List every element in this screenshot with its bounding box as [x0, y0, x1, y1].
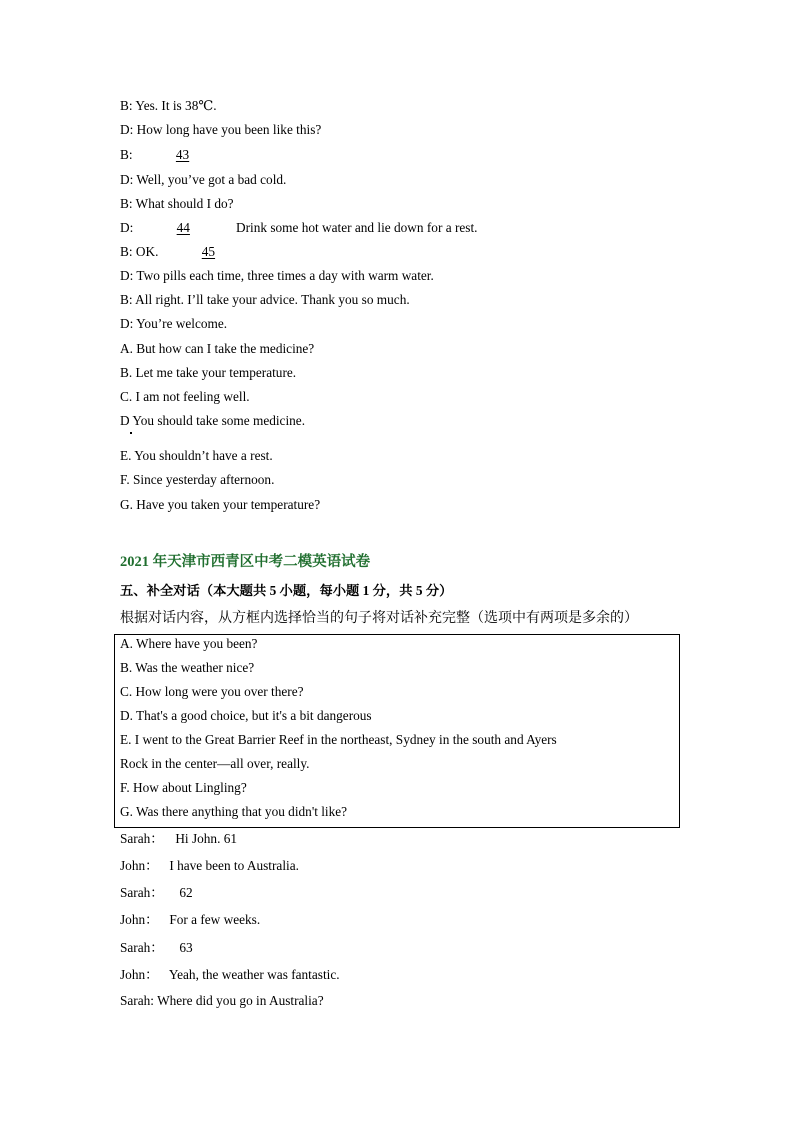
line-text: Yeah, the weather was fantastic. [168, 967, 340, 982]
speaker: Sarah: [120, 993, 154, 1008]
line-text: Yes. It is 38℃. [135, 98, 217, 113]
speaker: B: [120, 196, 133, 211]
line-text: You’re welcome. [136, 316, 228, 331]
speaker: D: [120, 220, 134, 235]
option-item: F. Since yesterday afternoon. [120, 472, 275, 487]
dialogue-line [120, 292, 410, 308]
line-text: 62 [179, 885, 193, 900]
speaker: John： [120, 912, 159, 927]
answer-blank-44[interactable]: 44 [176, 220, 190, 235]
option-item: G. Was there anything that you didn't like? [120, 804, 348, 819]
instruction: 根据对话内容，从方框内选择恰当的句子将对话补充完整（选项中有两项是多余的） [120, 611, 638, 626]
speaker: B: [120, 147, 133, 162]
line-text: I have been to Australia. [169, 858, 299, 873]
option-item: F. How about Lingling? [120, 780, 247, 795]
dialogue-line [120, 172, 286, 188]
dialogue-line [120, 220, 477, 236]
option-item: A. But how can I take the medicine? [120, 341, 315, 356]
speaker: D: [120, 122, 134, 137]
option-item: B. Let me take your temperature. [120, 365, 297, 380]
dialogue-line [120, 940, 299, 956]
line-text: What should I do? [135, 196, 234, 211]
answer-blank-43[interactable]: 43 [175, 147, 190, 162]
option-item-continued: Rock in the center—all over, really. [120, 756, 310, 771]
dialogue-line [120, 967, 340, 983]
dialogue-line [120, 244, 258, 260]
dialogue-line [120, 196, 234, 212]
speaker: B: [120, 244, 133, 259]
line-text: Hi John. 61 [175, 831, 238, 846]
speaker: John： [120, 967, 159, 982]
speaker: John： [120, 858, 159, 873]
option-item: G. Have you taken your temperature? [120, 497, 321, 512]
speaker: D: [120, 268, 134, 283]
dialogue-line [120, 316, 227, 332]
option-item: C. I am not feeling well. [120, 389, 250, 404]
answer-blank-45[interactable]: 45 [201, 244, 216, 259]
option-item: E. You shouldn’t have a rest. [120, 448, 273, 463]
option-item: E. I went to the Great Barrier Reef in the northeast, Sydney in the south and Ayers [120, 732, 557, 747]
line-text: How long have you been like this? [136, 122, 322, 137]
line-text: All right. I’ll take your advice. Thank you so much. [135, 292, 410, 307]
dialogue-line [120, 993, 324, 1009]
option-item: D You should take some medicine. [120, 413, 306, 428]
speaker: Sarah： [120, 940, 164, 955]
line-text: OK. [135, 244, 159, 259]
dialogue-line [120, 858, 299, 874]
speaker: B: [120, 98, 133, 113]
dialogue-line [120, 122, 321, 138]
line-text: Well, you’ve got a bad cold. [136, 172, 287, 187]
exam-title: 2021 年天津市西青区中考二模英语试卷 [120, 554, 371, 570]
speaker: D: [120, 172, 134, 187]
section-title: 五、补全对话（本大题共 5 小题，每小题 1 分，共 5 分） [120, 583, 453, 598]
speaker: Sarah： [120, 831, 164, 846]
line-text: 63 [179, 940, 193, 955]
option-item: B. Was the weather nice? [120, 660, 255, 675]
line-text: Where did you go in Australia? [157, 993, 324, 1008]
dialogue-line [120, 98, 217, 114]
stray-dot [130, 432, 132, 434]
dialogue-line [120, 831, 329, 847]
dialogue-line [120, 147, 232, 163]
dialogue-line [120, 268, 434, 284]
option-item: D. That's a good choice, but it's a bit dangerous [120, 708, 372, 723]
dialogue-line [120, 912, 260, 928]
speaker: D: [120, 316, 134, 331]
dialogue-line [120, 885, 299, 901]
option-item: A. Where have you been? [120, 636, 258, 651]
line-text: For a few weeks. [169, 912, 261, 927]
line-text: Two pills each time, three times a day with warm water. [136, 268, 434, 283]
speaker: B: [120, 292, 133, 307]
option-item: C. How long were you over there? [120, 684, 304, 699]
speaker: Sarah： [120, 885, 164, 900]
line-text: Drink some hot water and lie down for a rest. [235, 220, 478, 235]
